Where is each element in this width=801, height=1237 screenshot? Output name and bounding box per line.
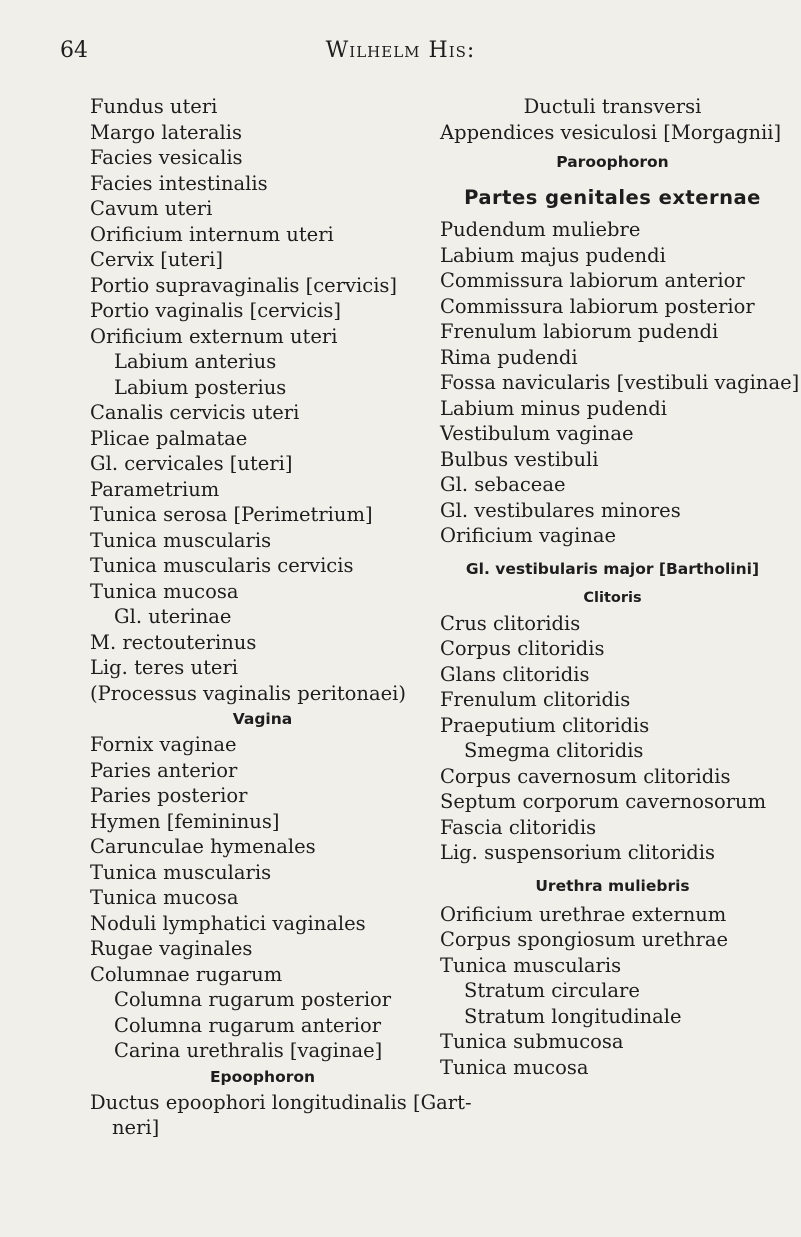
section-heading: Partes genitales externae	[464, 186, 761, 209]
term-entry: Tunica muscularis	[440, 953, 622, 977]
term-entry: Gl. uterinae	[114, 605, 232, 628]
term-entry: (Processus vaginalis peritonaei)	[90, 681, 406, 705]
term-entry: Tunica mucosa	[90, 886, 239, 909]
term-entry: Ductuli transversi	[523, 95, 702, 118]
term-entry: Lig. suspensorium clitoridis	[440, 841, 716, 864]
term-entry: Carina urethralis [vaginae]	[114, 1039, 383, 1062]
term-entry: Ductus epoophori longitudinalis [Gart-	[90, 1090, 472, 1114]
term-entry: Labium majus pudendi	[440, 243, 666, 267]
term-entry: Tunica muscularis	[90, 528, 272, 552]
term-entry: Frenulum labiorum pudendi	[440, 320, 719, 343]
section-heading: Clitoris	[583, 589, 642, 606]
section-heading: Urethra muliebris	[535, 876, 690, 895]
term-entry: Stratum longitudinale	[464, 1004, 682, 1028]
term-entry: Gl. sebaceae	[440, 473, 566, 496]
term-entry: Corpus clitoridis	[440, 637, 605, 660]
term-entry: Tunica muscularis	[90, 860, 272, 884]
term-entry: Praeputium clitoridis	[440, 713, 650, 737]
term-entry: Fornix vaginae	[90, 733, 237, 756]
section-heading: Epoophoron	[209, 1067, 316, 1086]
term-entry: Fascia clitoridis	[440, 815, 597, 839]
term-entry: Tunica submucosa	[440, 1030, 624, 1053]
term-entry: Orificium vaginae	[440, 524, 617, 547]
term-entry: Tunica mucosa	[90, 579, 239, 603]
term-entry: Plicae palmatae	[90, 426, 248, 450]
term-entry: Columna rugarum anterior	[114, 1013, 382, 1037]
term-entry: Paries posterior	[90, 784, 248, 807]
term-entry: Labium minus pudendi	[440, 396, 667, 420]
page-number: 64	[60, 38, 88, 63]
term-entry: Gl. vestibulares minores	[440, 498, 681, 522]
term-entry: Labium posterius	[114, 375, 287, 399]
section-heading: Gl. vestibularis major [Bartholini]	[465, 559, 760, 578]
term-entry: Hymen [femininus]	[90, 809, 280, 833]
term-entry: M. rectouterinus	[90, 630, 257, 654]
section-heading: Vagina	[232, 710, 293, 728]
term-entry: Canalis cervicis uteri	[90, 401, 300, 424]
term-entry: Margo lateralis	[90, 120, 243, 144]
term-entry: Noduli lymphatici vaginales	[90, 911, 366, 935]
term-entry: Parametrium	[90, 477, 220, 501]
term-entry: Paries anterior	[90, 758, 238, 782]
right-column	[440, 94, 800, 1080]
term-entry: Gl. cervicales [uteri]	[90, 452, 293, 475]
term-entry: Rima pudendi	[440, 345, 578, 369]
running-head: Wilhelm His:	[325, 38, 476, 63]
term-entry: Carunculae hymenales	[90, 835, 316, 858]
term-entry: Septum corporum cavernosorum	[440, 790, 767, 813]
term-entry: Bulbus vestibuli	[440, 447, 599, 471]
term-entry: Corpus cavernosum clitoridis	[440, 764, 731, 788]
term-entry: Orificium externum uteri	[90, 324, 338, 348]
term-entry: Smegma clitoridis	[464, 739, 644, 762]
term-entry: Commissura labiorum anterior	[440, 269, 745, 292]
term-entry: Rugae vaginales	[90, 937, 253, 960]
term-entry: Corpus spongiosum urethrae	[440, 928, 729, 951]
term-entry: Pudendum muliebre	[440, 218, 641, 241]
term-entry: Tunica mucosa	[440, 1055, 589, 1079]
section-heading: Paroophoron	[556, 153, 669, 171]
term-entry: Orificium internum uteri	[90, 222, 334, 246]
term-entry: Lig. teres uteri	[90, 656, 239, 679]
term-entry: Facies vesicalis	[90, 146, 243, 169]
term-entry: Orificium urethrae externum	[440, 902, 727, 926]
term-entry: Portio vaginalis [cervicis]	[90, 299, 342, 322]
term-entry: Fossa navicularis [vestibuli vaginae]	[440, 371, 800, 394]
page-header	[0, 38, 801, 72]
term-entry: Vestibulum vaginae	[440, 422, 634, 445]
term-entry: neri]	[112, 1116, 160, 1139]
term-entry: Cavum uteri	[90, 197, 213, 220]
term-entry: Portio supravaginalis [cervicis]	[90, 273, 398, 297]
term-entry: Columnae rugarum	[90, 962, 283, 986]
term-entry: Facies intestinalis	[90, 171, 268, 195]
left-column	[90, 94, 472, 1141]
term-entry: Glans clitoridis	[440, 662, 590, 686]
term-entry: Cervix [uteri]	[90, 248, 223, 271]
term-entry: Fundus uteri	[90, 95, 218, 118]
term-entry: Crus clitoridis	[440, 611, 581, 635]
term-entry: Frenulum clitoridis	[440, 688, 631, 711]
term-entry: Tunica muscularis cervicis	[90, 554, 354, 577]
term-entry: Commissura labiorum posterior	[440, 294, 755, 318]
term-entry: Labium anterius	[114, 350, 277, 373]
term-entry: Stratum circulare	[464, 979, 640, 1002]
term-entry: Tunica serosa [Perimetrium]	[90, 503, 373, 526]
term-entry: Columna rugarum posterior	[114, 988, 392, 1011]
term-entry: Appendices vesiculosi [Morgagnii]	[440, 120, 782, 144]
